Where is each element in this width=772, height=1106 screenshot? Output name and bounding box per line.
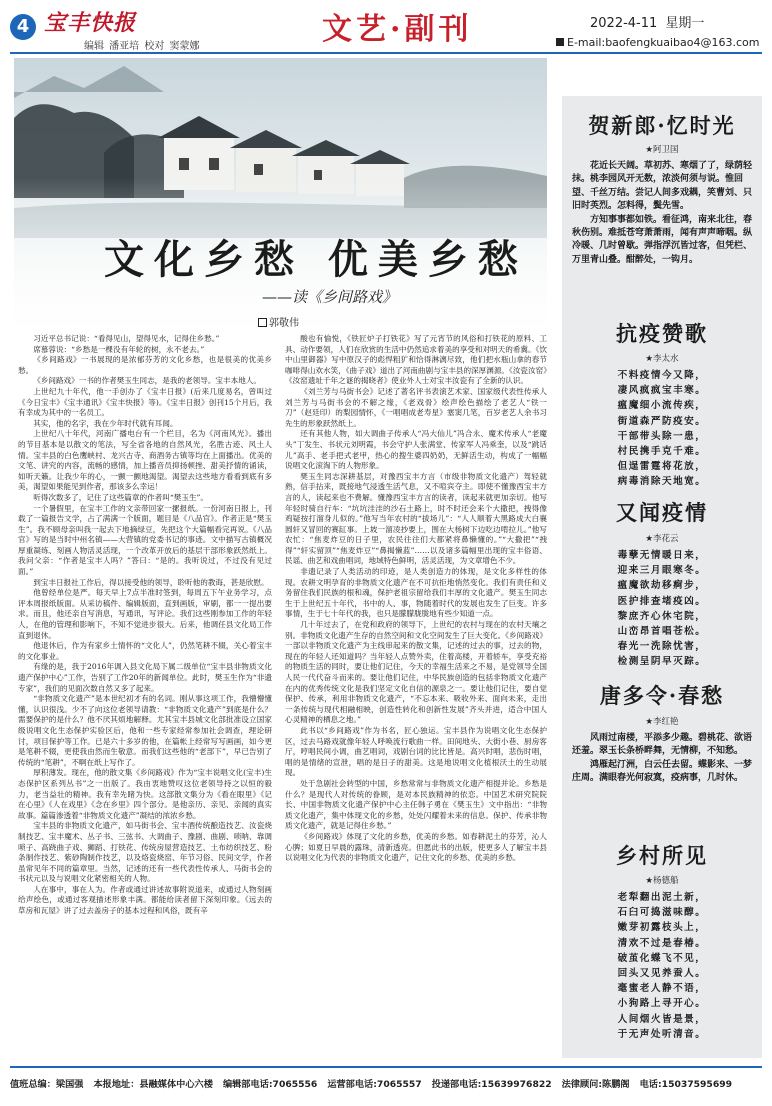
poem-line: 医护排查堵疫凶。 bbox=[617, 595, 707, 607]
footer-rule bbox=[10, 1066, 762, 1068]
poem-line: 检测呈阴早灭踪。 bbox=[617, 656, 707, 668]
article-paragraph: 《乡间路戏》体现了文化的乡愁，优美的乡愁。如春耕泥土的芬芳，沁人心脾；如夏日早晨的露珠，清新透亮。但愿此书的出版，使更多人了解宝丰县以说唱文化为代表的非物质文化遗产，记住文化的乡愁、优美的乡愁。 bbox=[285, 831, 547, 863]
article-paragraph: 《刘兰芳与马街书会》记述了著名评书表演艺术家、国家级代表性传承人刘兰芳与马街书会的不解之缘，《老戏骨》绘声绘色描绘了老艺人“铁一刀”（赵廷印）的梨园情怀，《一唱唱成老寿星》塞窦几笔，百岁老艺人余书习先生的形象跃然纸上。 bbox=[285, 386, 547, 428]
poem-author-name: 李红艳 bbox=[653, 717, 679, 727]
poem-line: 破茧化蝶飞不见， bbox=[617, 952, 707, 964]
footer-info bbox=[10, 1076, 762, 1090]
article-paragraph: 几十年过去了，在党和政府的领导下，上世纪的农村与现在的农村天壤之别。非物质文化遗产生存的自然空间和文化空间发生了巨大变化。《乡间路戏》一部以非物质文化遗产为主线串起来的散文集，记述的过去的事，过去的物，现在的年轻人还知道吗？当年轻人点赞外卖，住着高楼，开着轿车，享受充裕的物质生活的同时，要让他们记住，今天的幸福生活来之不易，是党领导全国人民一代代奋斗而来的。要让他们记住，中华民族创造的包括非物质文化遗产在内的优秀传统文化是我们坚定文化自信的源泉之一。要让他们记住，要自觉保护、传承，利用非物质文化遗产，“不忘本来、吸收外来、面向未来，走出一条传统与现代相融相映，创造性转化和创新性发展”齐头并进，适合中国人心灵精神的栖息之地。” bbox=[285, 620, 547, 725]
poem-line: 凄风疯疯宝丰寒。 bbox=[617, 385, 707, 397]
poem-paragraph: 风雨过南楼，平添多少趣。碧桃花、欲语还羞。翠玉长条桥畔舞，无情柳，不知愁。 bbox=[572, 733, 753, 757]
article-paragraph: 人在事中，事在人为。作者或通过讲述故事附说道来，或通过人物刻画给声绘色，或通过客观描述形象丰满。都能给读者留下深刻印象。《远去的草房和瓦屋》讲了过去盖房子的基本过程和风俗，既有辛 bbox=[18, 884, 272, 916]
star-icon: ★ bbox=[645, 876, 654, 886]
poem-line: 回头又见养蚕人。 bbox=[617, 968, 707, 980]
poem-line: 街道森严防疫安。 bbox=[617, 415, 707, 427]
issue-weekday: 星期一 bbox=[665, 16, 705, 31]
header-rule bbox=[10, 52, 762, 54]
article-column-2 bbox=[285, 334, 547, 1060]
email-address: E-mail:baofengkuaibao4@163.com bbox=[567, 36, 760, 49]
article-paragraph: “非物质文化遗产”是本世纪初才有的名词。刚从事这项工作，我懵懵懂懂，认识很浅。少不了向这位老领导请教：“非物质文化遗产”到底是什么？需要保护的是什么？他不厌其烦地解释。尤其宝丰县城文化部批准设立国家级说唱文化生态保护实验区后，他和一些专家经常参加社会调查，理论研讨，项目保护等工作。已是六十多岁的他，在篇帐上经常写写画画，如今更是笔耕不辍，更使我由然而生敬意。而我们这些他的“老部下”，早已告别了传统的“笔耕”，不啊在纸上写作了。 bbox=[18, 694, 272, 767]
article-paragraph: 此书以“乡间路戏”作为书名，匠心独运。宝丰县作为说唱文化生态保护区，过去马路戏就像年轻人呼唤流行歌曲一样。田间地头、大街小巷、厨房客厅，哼唱民间小调，曲艺唱词，戏剧台词的比比皆是。高兴时唱，悲伤时唱，唱的是情绪的宣泄，唱的是日子的甜美。这是地说唱文化植根沃土的生动展现。 bbox=[285, 725, 547, 778]
poem-title: 贺新郎·忆时光 bbox=[588, 113, 736, 138]
article-paragraph: 席慕蓉说：“乡愁是一棵没有年轮的树，永不老去。” bbox=[33, 344, 205, 354]
square-icon bbox=[258, 318, 267, 327]
poem-line: 小狗路上寻开心。 bbox=[617, 998, 707, 1010]
poem-body bbox=[572, 548, 752, 670]
newspaper-logo: 宝丰快报 bbox=[44, 10, 137, 36]
poem-paragraph: 鸿雁起汀洲，白云任去留。蝶影来、一梦庄周。满眼春光何寂寞，疫病事，几时休。 bbox=[572, 759, 753, 784]
poem-line: 瘟魔欲劫移痾步， bbox=[617, 580, 707, 592]
footer-item: 值班总编：梁国强 bbox=[10, 1079, 84, 1090]
poem-author-name: 阿卫国 bbox=[653, 145, 679, 155]
poem-line: 迎来三月眼寒冬。 bbox=[617, 565, 707, 577]
poem-title: 乡村所见 bbox=[616, 843, 708, 868]
poem-line: 于无声处听清音。 bbox=[617, 1028, 707, 1040]
article-paragraph: 酸也有愉悦，《铁匠炉子打铁花》写了元宵节的风俗和打铁花的原料、工具、动作要领，人们在欣赏的生活中仍然追求着美的享受和对明天的希冀。《饮中山里御器》写中原汉子的彪悍粗犷和恰得淋漓尽致，他们把水瓶山拿的春节咖啡得山欢水笑，《曲子戏》道出了河南曲剧与宝丰县的深厚渊源。《汝瓷汝窑》《汝窑遗址千年之谜的揭晓者》使业外人士对宝丰汝瓷有了全新的认识。 bbox=[285, 334, 547, 386]
footer-item: 编辑部电话:7065556 bbox=[222, 1079, 318, 1090]
poem-line: 村民携手克千难。 bbox=[617, 446, 707, 458]
poem-paragraph: 方知事事都如铁。看征鸿，南来北往，春秋伤别。难抵苍穹萧萧雨，闻有声声啼咽。纵冷暖、几时曾歇。弹指浮沉皆过客，但凭栏、万里青山叠。酣醉处，一钩月。 bbox=[572, 214, 753, 265]
article-paragraph: 《乡间路戏》一书展现的是浓郁芬芳的文化乡愁，也是很美的优美乡愁。 bbox=[18, 355, 272, 375]
square-bullet-icon bbox=[556, 38, 564, 46]
poem-line: 山峦昂首唱苍松。 bbox=[617, 626, 707, 638]
footer-item: 运营部电话:7065557 bbox=[327, 1079, 422, 1090]
section-title: 文艺·副刊 bbox=[322, 12, 473, 47]
poem-line: 但逞雷霆将花放， bbox=[617, 461, 707, 473]
poem-line: 毫蜜老人静不语， bbox=[617, 983, 707, 995]
article-title: 文化乡愁 优美乡愁 bbox=[104, 236, 528, 283]
poem-line: 石臼可捣滋味醇。 bbox=[617, 907, 707, 919]
article-paragraph: 其实，他的名字，我在少年时代就有耳闻。 bbox=[33, 418, 178, 428]
article-paragraph: 有缘的是，我于2016年调入县文化局下属二级单位“宝丰县非物质文化遗产保护中心”工作，告别了工作20年的新闻单位。此时，樊玉生作为“非遗专家”，我们的见面次数自然又多了起来。 bbox=[18, 662, 272, 693]
poem-title: 抗疫赞歌 bbox=[616, 321, 708, 346]
poem-line: 人间烟火皆是景， bbox=[617, 1013, 707, 1025]
article-paragraph: 《乡间路戏》一书的作者樊玉生同志，是我的老领导。宝丰本地人。 bbox=[33, 376, 261, 386]
poem-line: 瘟魔细小流传疾， bbox=[617, 400, 707, 412]
poem-line: 干部带头除一患， bbox=[617, 430, 707, 442]
article-paragraph: 厚积薄发。现在，他的散文集《乡间路戏》作为“宝丰说唱文化(宝丰)生态保护区系列丛书”之一出版了。我由衷地赞叹这位老领导持之以恒的毅力，老当益壮的精神。我有幸先睹为快。这部散文集分为《看在眼里》《记在心里》《人在戏里》《念在乡里》四个部分。是他亲历、亲见、亲闻的真实故事。篇篇渗透着“非物质文化遗产”凝结的浓浓乡愁。 bbox=[18, 768, 272, 820]
poem-title: 唐多令·春愁 bbox=[599, 683, 725, 708]
article-column-1 bbox=[18, 334, 272, 1060]
footer-item: 电话:15037595699 bbox=[639, 1079, 732, 1090]
poem-author-name: 杨德船 bbox=[653, 876, 679, 886]
poem-author bbox=[562, 532, 762, 544]
article-paragraph: 习近平总书记说：“看得见山，望得见水，记得住乡愁。” bbox=[33, 334, 220, 343]
star-icon: ★ bbox=[645, 354, 654, 364]
article-paragraph: 他退休后，作为有家乡土情怀的“文化人”，仍然笔耕不辍，关心着宝丰的文化事业。 bbox=[18, 641, 272, 661]
editor-credits: 编辑 潘亚培 校对 窦蒙娜 bbox=[84, 41, 200, 52]
footer-item: 投递部电话:15639976822 bbox=[431, 1079, 552, 1090]
article-subtitle: ——读《乡间路戏》 bbox=[262, 288, 398, 306]
article-byline bbox=[258, 314, 299, 329]
footer-item: 法律顾问:陈鹏阁 bbox=[561, 1079, 630, 1090]
article-paragraph: 非遗记录了人类活动的印迹，是人类创造力的体现，是文化多样性的体现。农耕文明孕育的非物质文化遗产在不可抗拒地悄然变化。我们有责任和义务留住我们民族的根和魂，保护老祖宗留给我们丰厚的文化遗产。樊玉生同志生于上世纪五十年代，书中的人、事，物随着时代的发展也发生了巨变。许多事情，生于七十年代的我，也只是朦朦胧胧地有些少知道一点。 bbox=[285, 567, 547, 619]
poem-author bbox=[562, 352, 762, 364]
article-paragraph: 听得次数多了，记住了这些篇章的作者叫“樊玉生”。 bbox=[33, 492, 209, 502]
article-paragraph: 处于急剧社会转型的中国，乡愁常常与非物质文化遗产相提并论。乡愁是什么？是现代人对传统的眷顾，是对本民族精神的依恋。中国艺术研究院院长、中国非物质文化遗产保护中心主任韩子勇在《樊玉生》文中指出：“非物质文化遗产，集中体现文化的乡愁，处处闪耀着未来的信息。保护、传承非物质文化遗产，就是记得住乡愁。” bbox=[285, 778, 547, 831]
poem-line: 黎庶齐心休宅院， bbox=[617, 610, 707, 622]
poem-line: 不料疫情今又降， bbox=[617, 370, 707, 381]
issue-date: 2022-4-11 bbox=[590, 16, 658, 31]
poem-body bbox=[572, 732, 752, 786]
article-paragraph: 宝丰县的非物质文化遗产，如马街书会、宝丰酒传统酿造技艺、汝瓷烧制技艺、宝丰魔术、丛子书、三弦书、大调曲子、豫剧、曲剧、唢呐、靠调唢子、高跷曲子戏、狮蹈、打铁花、传统房屋营造技艺、土布纺织技艺、粉条制作技艺、紫砂陶制作技艺，以及烙瓷烧窑、年节习俗、民间文学，作者虽常见年不同的篇章里。当然，记述的还有一些代表性传承人、马街书会的书状元以及与说唱文化紧密相关的人物。 bbox=[18, 821, 272, 884]
poem-author-name: 李花云 bbox=[653, 534, 679, 544]
poem-author bbox=[562, 715, 762, 727]
article-paragraph: 一个暑假里，在宝丰工作的文亲带回家一摞报纸。一份河南日报上，刊载了一篇报告文学，占了满满一个版面，题目是《八品官》。作者正是“樊玉生”。我不顾母亲叫我一起去下地摘绿豆，先把这个大篇幅看完再说。《八品官》写的是当时中州名镇——大营镇的党委书记的事迹。文中描写古镇概况厚重凝练、刻画人物活灵活现，一个改革开放后的基层干部形象跃然纸上。我问父亲：“作者是宝丰人吗？”答曰：“是的。我听说过，不过没有见过面。” bbox=[18, 503, 272, 577]
poem-line: 春光一洗除忧害， bbox=[617, 641, 707, 653]
article-paragraph: 还有其他人物，如大调曲子传承人“冯大仙儿”冯合永、魔术传承人“老魔头”丁发生、书状元刘明霞，书会守护人张满堂、传家军人冯乘奎，以及“跳话儿”高手、老手把式老甲，热心的搜生婆四奶奶，无鲜活生动，构成了一幅幅说唱文化滚淘下的人物形象。 bbox=[285, 429, 547, 471]
email-line bbox=[556, 36, 759, 49]
poem-body bbox=[572, 160, 752, 267]
dateline bbox=[590, 12, 704, 31]
footer-item: 本报地址：县融媒体中心六楼 bbox=[93, 1079, 213, 1090]
poem-author-name: 李太水 bbox=[653, 354, 679, 364]
star-icon: ★ bbox=[645, 717, 654, 727]
poem-line: 清欢不过是春椿。 bbox=[617, 937, 707, 949]
article-paragraph: 上世纪八十年代，河南广播电台有一个栏目，名为《河南风光》。播出的节目基本是以散文的笔法，写全省各地的自然风光，名胜古迹、风土人情。宝丰县的白色鹰峡村、龙兴古寺、商酒务古镇等均在上面播出。优美的文笔、讲究的内容，流畅的感情，加上播音员抑扬顿挫、甜美抒情的诵读，如听天籁。让我少年的心，一颤一颤地渴望。渴望去这些地方看看到底有多美，渴望如果能见到作者，那该多么幸运！ bbox=[18, 429, 272, 492]
poem-body bbox=[572, 368, 752, 490]
star-icon: ★ bbox=[645, 534, 654, 544]
poem-author bbox=[562, 143, 762, 155]
article-paragraph: 上世纪九十年代，他一手创办了《宝丰日报》(后来几度易名，曾叫过《今日宝丰》《宝丰通讯》《宝丰快报》等)。《宝丰日报》创刊15个月后，我有幸成为其中的一名员工。 bbox=[18, 386, 272, 418]
star-icon: ★ bbox=[645, 145, 654, 155]
article-paragraph: 他曾经单位是严。每天早上7点半准时签到，每周五下午业务学习，点评本周报纸版面。从采访稿件、编辑版面，直到画版，审刷，都一一提出要求。而且，他还亲自写消息，写通讯，写评论。我们这些刚参加工作的年轻人，在他的管理和影响下，不知不觉进步很大。后来，他调任县文化局工作直到退休。 bbox=[18, 588, 272, 640]
article-author: 郭敬伟 bbox=[269, 318, 299, 329]
article-paragraph: 到宝丰日报社工作后，得以接受他的领导，聆听他的教诲，甚是欣慰。 bbox=[33, 577, 269, 587]
article-paragraph: 樊玉生同志深耕基层，对豫西宝丰方言（市级非物质文化遗产）驾轻就熟，信手拈来，既接地气浸透生活气息，又不喧宾夺主。即使不懂豫西宝丰方言的人，读起来也不费解。懂豫西宝丰方言的读者，读起来就更加亲切。他写年轻时骑自行车：“坑坑洼洼的沙石土路上，时不时还会来个大撒把，拽得像鸡疑按打溜身儿似的。”他写当年农村的“拔场儿”：“人人顺着大黑路成大白襄圆轩又冒回的赛缸事。上坡一溜凌抄要上，围在大杨树下边吃边啃拉儿。”他写农忙：“焦麦炸豆的日子里，农民往往们大都紧将鼻懒懂的。”“大撒把”“拽得”“轩实留顶”“焦麦炸豆”“鼻揭懒蓝”……以及诸多篇幅里出现的宝丰俗语、民谣、曲艺和戏曲唱词，地域特色鲜明，活灵活现，为文章增色不少。 bbox=[285, 471, 547, 566]
poem-line: 毒孽无情暖日来， bbox=[617, 550, 707, 561]
poem-author bbox=[562, 874, 762, 886]
poem-line: 嫩芽初露枝头上， bbox=[617, 922, 707, 934]
poem-body bbox=[572, 890, 752, 1042]
poem-line: 老犁翻出泥土新， bbox=[617, 892, 707, 903]
poem-paragraph: 花近长天阔。草初苏、寒烟了了，绿荫轻抹。桃李园风开无数，浓淡何须与说。惟回望、千丝万结。尝记人间多戏耦，笑曹刘、只旧时英烈。怎料得，鬓先雪。 bbox=[572, 161, 753, 212]
page-number: 4 bbox=[10, 14, 36, 40]
poem-title: 又闻疫情 bbox=[616, 500, 708, 525]
poem-line: 病毒消除天地宽。 bbox=[617, 476, 707, 488]
